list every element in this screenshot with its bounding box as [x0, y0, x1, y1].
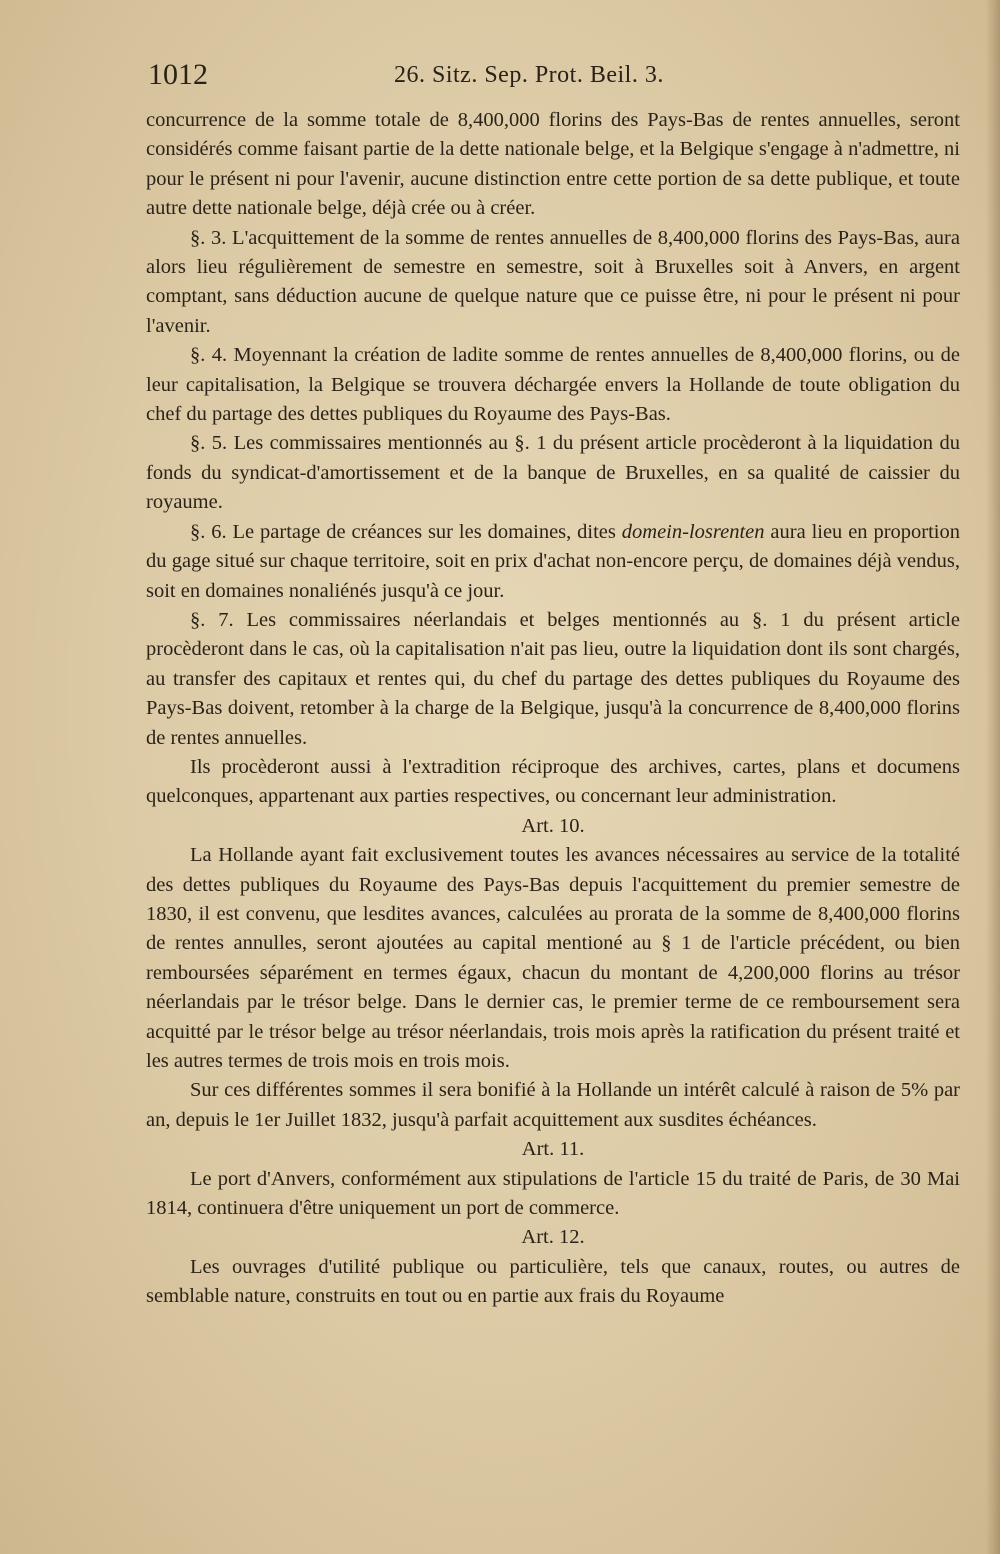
paragraph-article-10: La Hollande ayant fait exclusivement toutes les avances nécessaires au service de la totalité des dettes publiques du Royaume des Pays-Bas depuis l'acquittement du premier semestre de 1830, il est convenu, que lesdites avances, calculées au prorata de la somme de 8,400,000 florins de rentes annulles, seront ajoutées au capital mentioné au § 1 de l'article précédent, ou bien remboursées séparément en termes égaux, chacun du montant de 4,200,000 florins au trésor néerlandais par le trésor belge. Dans le dernier cas, le premier terme de ce remboursement sera acquitté par le trésor belge au trésor néerlandais, trois mois après la ratification du présent traité et les autres termes de trois mois en trois mois. — [146, 844, 960, 1072]
article-10-heading: Art. 10. — [521, 814, 585, 837]
paragraph-continuation: concurrence de la somme totale de 8,400,000 florins des Pays-Bas de rentes annuelles, seront considérés comme faisant partie de la dette nationale belge, et la Belgique s'engage à n'admettre, ni pour le présent ni pour l'avenir, aucune distinction entre cette portion de sa dette publique, et toute autre dette nationale belge, déjà crée ou à créer. — [146, 109, 960, 220]
paragraph-interest: Sur ces différentes sommes il sera bonifié à la Hollande un intérêt calculé à raison de 5% par an, depuis le 1er Juillet 1832, jusqu'à parfait acquittement aux susdites échéances. — [146, 1079, 960, 1131]
article-12-heading: Art. 12. — [521, 1226, 585, 1249]
body-text — [146, 106, 960, 1312]
article-11-heading: Art. 11. — [521, 1138, 585, 1161]
paragraph-section-7: §. 7. Les commissaires néerlandais et belges mentionnés au §. 1 du présent article procèderont dans le cas, où la capitalisation n'ait pas lieu, outre la liquidation dont ils sont chargés, au transfer des capitaux et rentes qui, du chef du partage des dettes publiques du Royaume des Pays-Bas doivent, retomber à la charge de la Belgique, jusqu'à la concurrence de 8,400,000 florins de rentes annuelles. — [146, 608, 960, 749]
paragraph-section-6 — [146, 518, 960, 606]
page-edge-shadow — [986, 0, 1000, 1554]
paragraph-article-12: Les ouvrages d'utilité publique ou particulière, tels que canaux, routes, ou autres de semblable nature, construits en tout ou en partie aux frais du Royaume — [146, 1255, 960, 1308]
section-6-text-end: aura lieu en proportion du gage situé sur chaque territoire, soit en prix d'achat non-encore perçu, de domaines déjà vendus, soit en domaines nonaliénés jusqu'à ce jour. — [146, 520, 960, 602]
paragraph-section-3: §. 3. L'acquittement de la somme de rentes annuelles de 8,400,000 florins des Pays-Bas, aura alors lieu régulièrement de semestre en semestre, soit à Bruxelles soit à Anvers, en argent comptant, sans déduction aucune de quelque nature que ce puisse être, ni pour le présent ni pour l'avenir. — [146, 226, 960, 337]
paragraph-section-5: §. 5. Les commissaires mentionnés au §. 1 du présent article procèderont à la liquidation du fonds du syndicat-d'amortissement et de la banque de Bruxelles, en sa qualité de caissier du royaume. — [146, 432, 960, 514]
section-6-italic-term: domein-losrenten — [621, 520, 765, 543]
paragraph-archives: Ils procèderont aussi à l'extradition réciproque des archives, cartes, plans et documens quelconques, appartenant aux parties respectives, ou concernant leur administration. — [146, 755, 960, 808]
running-head: 26. Sitz. Sep. Prot. Beil. 3. — [394, 62, 664, 88]
page-number: 1012 — [148, 58, 208, 91]
page-header — [148, 58, 960, 98]
bleed-through-stain — [140, 10, 200, 40]
paragraph-article-11: Le port d'Anvers, conformément aux stipulations de l'article 15 du traité de Paris, de 30 Mai 1814, continuera d'être uniquement un port de commerce. — [146, 1167, 960, 1220]
paragraph-section-4: §. 4. Moyennant la création de ladite somme de rentes annuelles de 8,400,000 florins, ou de leur capitalisation, la Belgique se trouvera déchargée envers la Hollande de toute obligation du chef du partage des dettes publiques du Royaume des Pays-Bas. — [146, 344, 960, 426]
section-6-text-start: §. 6. Le partage de créances sur les domaines, dites — [190, 520, 622, 543]
